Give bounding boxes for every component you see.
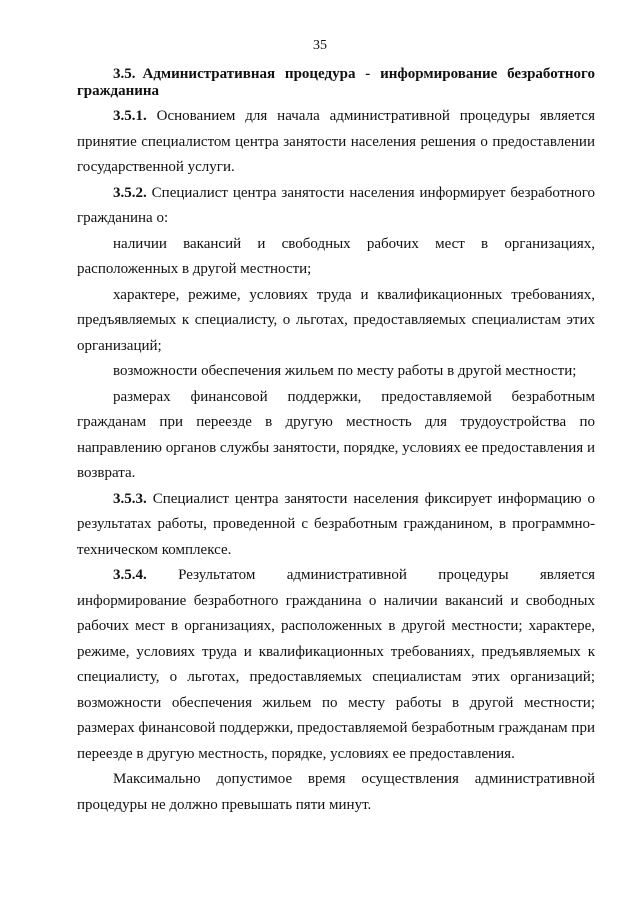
paragraph-text: характере, режиме, условиях труда и квалификационных требованиях, предъявляемых к специалисту, о льготах, предоставляемых специалистам этих организаций;: [77, 286, 595, 354]
section-number: 3.5.: [113, 66, 136, 82]
paragraph-text: Результатом административной процедуры является информирование безработного гражданина о наличии вакансий и свободных рабочих мест в организациях, расположенных в другой местности; характере, режиме, условиях труда и квалификационных требованиях, предъявляемых к специалисту, о льготах, предоставляемых специалистам этих организаций; возможности обеспечения жильем по месту работы в другой местности; размерах финансовой поддержки, предоставляемой безработным гражданам при переезде в другую местность, порядке, условиях ее предоставления.: [77, 567, 595, 762]
clause-number: 3.5.2.: [113, 184, 147, 201]
paragraph-text: размерах финансовой поддержки, предоставляемой безработным гражданам при переезде в другую местность для трудоустройства по направлению органов службы занятости, порядке, условиях ее предоставления и возврата.: [77, 388, 595, 481]
paragraph-work-conditions: [77, 283, 595, 360]
paragraph-text: Основанием для начала административной процедуры является принятие специалистом центра занятости населения решения о предоставлении государственной услуги.: [77, 108, 595, 175]
paragraph-text: Максимально допустимое время осуществления административной процедуры не должно превышать пяти минут.: [77, 771, 595, 813]
paragraph-financial-support: [77, 385, 595, 487]
document-body: [77, 66, 595, 818]
paragraph-housing: [77, 359, 595, 385]
paragraph-3-5-1: [77, 104, 595, 181]
paragraph-max-time: [77, 767, 595, 818]
paragraph-3-5-3: [77, 487, 595, 564]
paragraph-vacancies: [77, 232, 595, 283]
paragraph-text: наличии вакансий и свободных рабочих мест в организациях, расположенных в другой местности;: [77, 235, 595, 277]
section-heading: [77, 66, 595, 100]
paragraph-text: возможности обеспечения жильем по месту работы в другой местности;: [113, 363, 577, 379]
paragraph-3-5-4: [77, 563, 595, 767]
page-number: 35: [313, 38, 327, 53]
clause-number: 3.5.4.: [113, 567, 147, 583]
clause-number: 3.5.1.: [113, 108, 147, 124]
clause-number: 3.5.3.: [113, 490, 147, 507]
section-title: Административная процедура - информирование безработного гражданина: [77, 66, 595, 99]
paragraph-text: Специалист центра занятости населения информирует безработного гражданина о:: [77, 184, 595, 226]
paragraph-text: Специалист центра занятости населения фиксирует информацию о результатах работы, проведенной с безработным гражданином, в программно-техническом комплексе.: [77, 490, 595, 558]
paragraph-3-5-2: [77, 181, 595, 232]
